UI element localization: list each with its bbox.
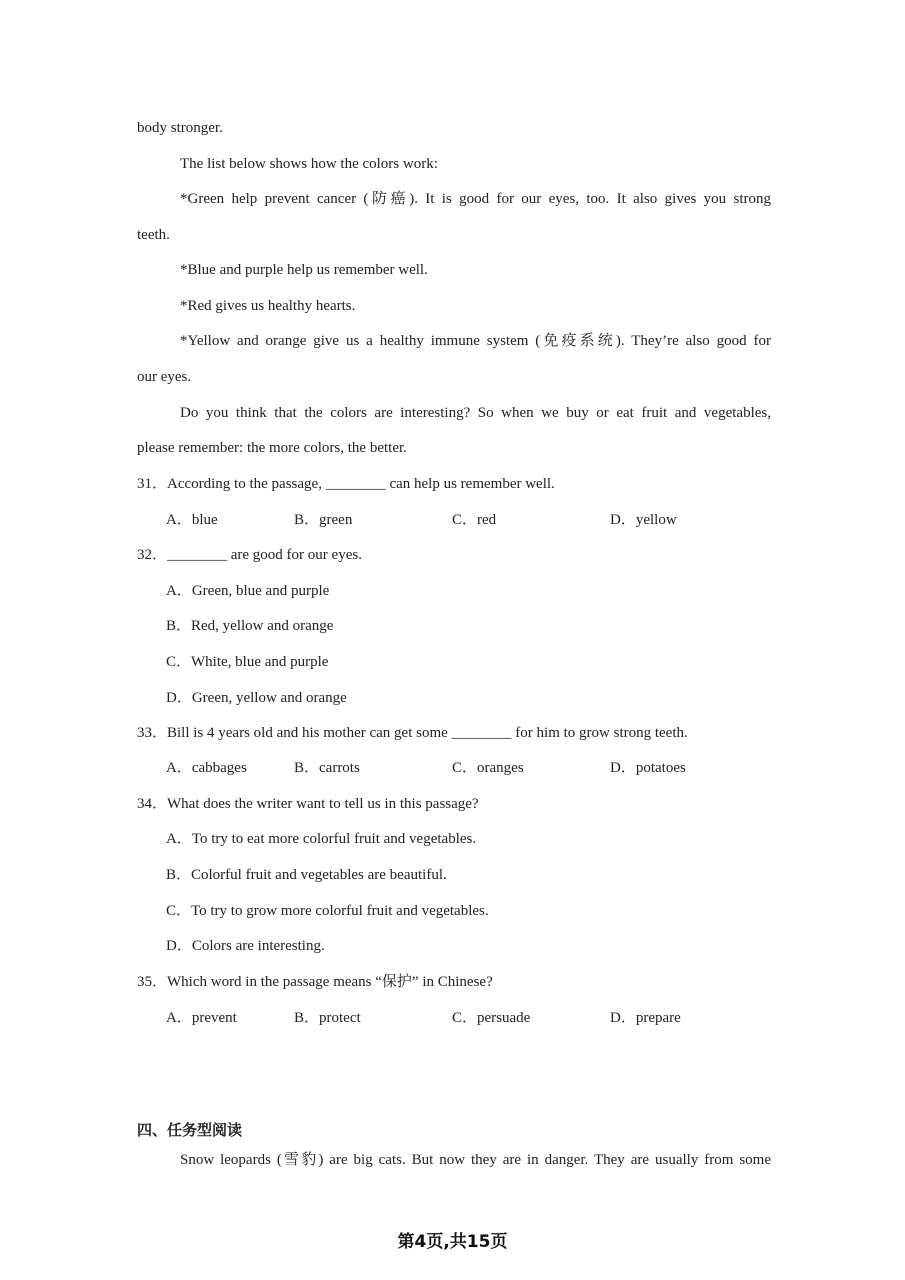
passage-line: *Yellow and orange give us a healthy immune system (免疫系统). They’re also good for — [180, 333, 771, 349]
passage-line: teeth. — [137, 227, 170, 243]
option-b[interactable]: B．Red, yellow and orange — [166, 618, 334, 634]
option-c[interactable]: C．red — [452, 512, 497, 528]
passage-line: *Red gives us healthy hearts. — [180, 298, 356, 314]
option-c[interactable]: C．To try to grow more colorful fruit and vegetables. — [166, 903, 489, 919]
option-d[interactable]: D．potatoes — [610, 760, 686, 776]
passage-line: please remember: the more colors, the better. — [137, 440, 407, 456]
passage-line: The list below shows how the colors work: — [180, 156, 438, 172]
question-35-stem: 35．Which word in the passage means “保护” in Chinese? — [137, 974, 493, 990]
option-d[interactable]: D．yellow — [610, 512, 677, 528]
question-31-options — [166, 510, 766, 530]
option-c[interactable]: C．White, blue and purple — [166, 654, 329, 670]
option-b[interactable]: B．carrots — [294, 760, 360, 776]
option-a[interactable]: A．Green, blue and purple — [166, 583, 330, 599]
option-b[interactable]: B．green — [294, 512, 353, 528]
section-title: 四、任务型阅读 — [137, 1121, 243, 1139]
passage-line: Do you think that the colors are interesting? So when we buy or eat fruit and vegetables, — [180, 405, 771, 421]
option-a[interactable]: A．blue — [166, 512, 218, 528]
passage-line: Snow leopards (雪豹) are big cats. But now they are in danger. They are usually from some — [180, 1152, 771, 1168]
option-a[interactable]: A．cabbages — [166, 760, 247, 776]
option-c[interactable]: C．oranges — [452, 760, 524, 776]
option-b[interactable]: B．Colorful fruit and vegetables are beautiful. — [166, 867, 447, 883]
question-31-stem: 31．According to the passage, ________ can help us remember well. — [137, 476, 555, 492]
option-d[interactable]: D．Colors are interesting. — [166, 938, 325, 954]
question-34-stem: 34．What does the writer want to tell us in this passage? — [137, 796, 479, 812]
option-c[interactable]: C．persuade — [452, 1010, 531, 1026]
question-35-options — [166, 1008, 766, 1028]
passage-line: body stronger. — [137, 120, 223, 136]
passage-line: *Blue and purple help us remember well. — [180, 262, 428, 278]
passage-line: *Green help prevent cancer (防癌). It is good for our eyes, too. It also gives you strong — [180, 191, 771, 207]
page-number: 第4页,共15页 — [397, 1232, 508, 1252]
passage-line: our eyes. — [137, 369, 192, 385]
option-a[interactable]: A．To try to eat more colorful fruit and vegetables. — [166, 831, 477, 847]
option-b[interactable]: B．protect — [294, 1010, 361, 1026]
option-a[interactable]: A．prevent — [166, 1010, 237, 1026]
question-32-stem: 32．________ are good for our eyes. — [137, 547, 362, 563]
option-d[interactable]: D．Green, yellow and orange — [166, 690, 347, 706]
question-33-stem: 33．Bill is 4 years old and his mother can get some ________ for him to grow strong teeth. — [137, 725, 688, 741]
option-d[interactable]: D．prepare — [610, 1010, 681, 1026]
question-33-options — [166, 758, 766, 778]
